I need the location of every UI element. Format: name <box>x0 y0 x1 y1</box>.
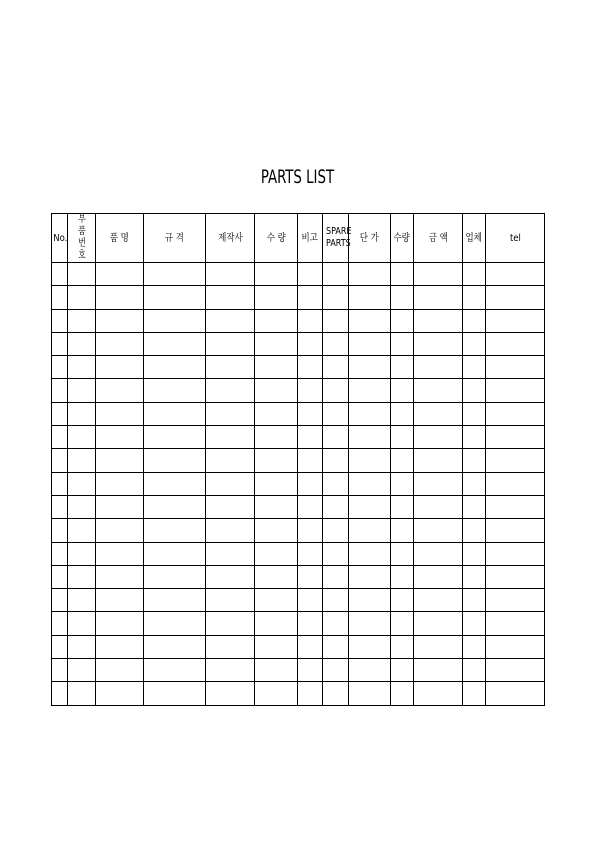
table-cell <box>206 635 255 658</box>
table-cell <box>206 589 255 612</box>
table-cell <box>144 379 206 402</box>
parts-table-body <box>52 263 545 706</box>
header-no: No. <box>52 214 68 263</box>
table-cell <box>255 519 298 542</box>
table-cell <box>144 519 206 542</box>
table-cell <box>486 309 545 332</box>
table-cell <box>96 426 144 449</box>
table-cell <box>68 589 96 612</box>
table-cell <box>349 635 391 658</box>
table-cell <box>52 542 68 565</box>
table-cell <box>323 472 349 495</box>
table-cell <box>144 589 206 612</box>
table-cell <box>96 659 144 682</box>
table-cell <box>96 589 144 612</box>
table-cell <box>255 263 298 286</box>
table-cell <box>144 426 206 449</box>
table-cell <box>486 286 545 309</box>
table-cell <box>391 332 414 355</box>
table-cell <box>463 379 486 402</box>
table-cell <box>68 402 96 425</box>
table-cell <box>463 426 486 449</box>
table-row <box>52 332 545 355</box>
table-cell <box>463 449 486 472</box>
table-cell <box>96 379 144 402</box>
table-cell <box>96 332 144 355</box>
table-cell <box>96 402 144 425</box>
table-cell <box>68 449 96 472</box>
table-cell <box>414 263 463 286</box>
table-cell <box>144 402 206 425</box>
table-cell <box>463 332 486 355</box>
table-cell <box>96 472 144 495</box>
table-cell <box>206 402 255 425</box>
table-cell <box>323 379 349 402</box>
table-cell <box>323 356 349 379</box>
table-cell <box>206 542 255 565</box>
table-cell <box>391 263 414 286</box>
table-cell <box>486 589 545 612</box>
table-cell <box>414 402 463 425</box>
table-cell <box>486 449 545 472</box>
table-cell <box>323 635 349 658</box>
table-cell <box>96 635 144 658</box>
table-cell <box>144 309 206 332</box>
table-cell <box>68 495 96 518</box>
table-row <box>52 495 545 518</box>
table-cell <box>486 495 545 518</box>
table-cell <box>255 402 298 425</box>
table-cell <box>96 519 144 542</box>
table-cell <box>349 309 391 332</box>
table-cell <box>391 519 414 542</box>
table-cell <box>323 309 349 332</box>
table-cell <box>255 356 298 379</box>
table-cell <box>68 263 96 286</box>
table-row <box>52 379 545 402</box>
table-cell <box>391 402 414 425</box>
table-cell <box>298 332 323 355</box>
table-cell <box>144 682 206 705</box>
table-cell <box>68 379 96 402</box>
table-cell <box>298 542 323 565</box>
table-cell <box>68 565 96 588</box>
table-cell <box>52 612 68 635</box>
table-cell <box>144 635 206 658</box>
table-cell <box>486 682 545 705</box>
table-cell <box>206 426 255 449</box>
table-cell <box>96 356 144 379</box>
table-cell <box>486 542 545 565</box>
table-cell <box>463 659 486 682</box>
table-cell <box>298 519 323 542</box>
table-cell <box>463 309 486 332</box>
header-amount: 금 액 <box>414 214 463 263</box>
table-cell <box>349 426 391 449</box>
table-cell <box>349 659 391 682</box>
table-cell <box>298 472 323 495</box>
table-cell <box>486 263 545 286</box>
table-cell <box>391 589 414 612</box>
table-cell <box>349 682 391 705</box>
table-cell <box>52 286 68 309</box>
table-cell <box>463 356 486 379</box>
table-cell <box>144 263 206 286</box>
table-cell <box>323 286 349 309</box>
table-cell <box>349 263 391 286</box>
table-cell <box>68 659 96 682</box>
table-cell <box>463 472 486 495</box>
table-cell <box>414 286 463 309</box>
page-title: PARTS LIST <box>260 166 335 188</box>
table-row <box>52 263 545 286</box>
table-cell <box>298 449 323 472</box>
table-cell <box>68 519 96 542</box>
table-cell <box>414 309 463 332</box>
table-row <box>52 356 545 379</box>
table-cell <box>298 286 323 309</box>
table-cell <box>144 356 206 379</box>
header-quantity-2: 수량 <box>391 214 414 263</box>
table-row <box>52 472 545 495</box>
table-cell <box>349 356 391 379</box>
table-cell <box>298 379 323 402</box>
table-cell <box>52 682 68 705</box>
table-cell <box>463 519 486 542</box>
table-cell <box>68 612 96 635</box>
table-cell <box>52 495 68 518</box>
table-cell <box>96 495 144 518</box>
table-cell <box>68 309 96 332</box>
table-cell <box>298 495 323 518</box>
table-cell <box>206 659 255 682</box>
table-cell <box>206 263 255 286</box>
table-cell <box>298 263 323 286</box>
table-cell <box>96 682 144 705</box>
table-cell <box>206 472 255 495</box>
table-cell <box>463 286 486 309</box>
table-cell <box>255 612 298 635</box>
table-cell <box>486 472 545 495</box>
table-cell <box>323 332 349 355</box>
table-row <box>52 659 545 682</box>
header-tel: tel <box>486 214 545 263</box>
table-cell <box>391 635 414 658</box>
table-cell <box>391 472 414 495</box>
table-cell <box>144 542 206 565</box>
table-cell <box>255 426 298 449</box>
parts-list-table <box>51 213 545 706</box>
table-cell <box>298 402 323 425</box>
table-cell <box>68 286 96 309</box>
table-cell <box>349 286 391 309</box>
table-cell <box>255 495 298 518</box>
table-cell <box>298 565 323 588</box>
table-cell <box>391 565 414 588</box>
table-cell <box>144 565 206 588</box>
header-quantity: 수 량 <box>255 214 298 263</box>
table-row <box>52 635 545 658</box>
table-row <box>52 449 545 472</box>
table-cell <box>68 356 96 379</box>
table-cell <box>255 449 298 472</box>
table-cell <box>96 542 144 565</box>
table-cell <box>206 449 255 472</box>
table-cell <box>391 449 414 472</box>
table-cell <box>414 659 463 682</box>
table-cell <box>391 426 414 449</box>
table-row <box>52 286 545 309</box>
table-cell <box>414 542 463 565</box>
table-cell <box>349 565 391 588</box>
table-cell <box>463 682 486 705</box>
table-cell <box>255 635 298 658</box>
table-cell <box>486 379 545 402</box>
table-cell <box>96 263 144 286</box>
table-cell <box>349 495 391 518</box>
table-cell <box>52 472 68 495</box>
table-cell <box>486 659 545 682</box>
table-cell <box>144 286 206 309</box>
table-cell <box>52 263 68 286</box>
table-cell <box>255 472 298 495</box>
table-row <box>52 426 545 449</box>
table-cell <box>96 449 144 472</box>
table-cell <box>52 379 68 402</box>
table-row <box>52 682 545 705</box>
table-cell <box>52 659 68 682</box>
table-cell <box>323 519 349 542</box>
table-cell <box>323 426 349 449</box>
table-cell <box>463 635 486 658</box>
table-cell <box>463 263 486 286</box>
table-cell <box>52 309 68 332</box>
table-cell <box>414 635 463 658</box>
table-cell <box>255 542 298 565</box>
table-cell <box>52 356 68 379</box>
table-cell <box>68 472 96 495</box>
table-cell <box>463 402 486 425</box>
table-cell <box>255 565 298 588</box>
table-cell <box>206 356 255 379</box>
table-cell <box>68 635 96 658</box>
header-manufacturer: 제작사 <box>206 214 255 263</box>
table-cell <box>52 565 68 588</box>
table-cell <box>414 612 463 635</box>
table-cell <box>298 659 323 682</box>
table-cell <box>298 309 323 332</box>
table-cell <box>349 379 391 402</box>
table-cell <box>52 635 68 658</box>
table-row <box>52 542 545 565</box>
table-cell <box>298 635 323 658</box>
table-row <box>52 565 545 588</box>
table-cell <box>486 612 545 635</box>
table-cell <box>52 519 68 542</box>
table-cell <box>486 332 545 355</box>
table-cell <box>255 682 298 705</box>
table-cell <box>391 682 414 705</box>
table-cell <box>323 542 349 565</box>
table-cell <box>414 519 463 542</box>
table-cell <box>323 449 349 472</box>
table-cell <box>391 356 414 379</box>
table-cell <box>349 612 391 635</box>
table-cell <box>206 309 255 332</box>
table-cell <box>52 426 68 449</box>
table-cell <box>349 449 391 472</box>
table-cell <box>144 659 206 682</box>
header-specification: 규 격 <box>144 214 206 263</box>
table-row <box>52 589 545 612</box>
table-cell <box>206 332 255 355</box>
table-cell <box>414 332 463 355</box>
table-row <box>52 402 545 425</box>
table-cell <box>323 612 349 635</box>
table-cell <box>96 612 144 635</box>
header-unit-price: 단 가 <box>349 214 391 263</box>
table-cell <box>68 332 96 355</box>
table-cell <box>414 472 463 495</box>
table-cell <box>391 612 414 635</box>
table-cell <box>52 589 68 612</box>
table-cell <box>52 332 68 355</box>
table-cell <box>298 612 323 635</box>
table-row <box>52 309 545 332</box>
header-remarks: 비고 <box>298 214 323 263</box>
table-cell <box>206 612 255 635</box>
table-cell <box>52 402 68 425</box>
table-cell <box>68 426 96 449</box>
table-cell <box>255 332 298 355</box>
table-cell <box>463 589 486 612</box>
table-cell <box>486 635 545 658</box>
table-cell <box>463 542 486 565</box>
table-cell <box>486 519 545 542</box>
table-cell <box>349 472 391 495</box>
table-cell <box>144 449 206 472</box>
table-cell <box>486 565 545 588</box>
table-cell <box>323 495 349 518</box>
table-cell <box>414 449 463 472</box>
table-cell <box>255 589 298 612</box>
table-cell <box>486 356 545 379</box>
table-cell <box>52 449 68 472</box>
table-cell <box>391 379 414 402</box>
table-cell <box>349 519 391 542</box>
table-cell <box>255 379 298 402</box>
table-cell <box>391 659 414 682</box>
table-cell <box>486 402 545 425</box>
table-cell <box>206 519 255 542</box>
table-cell <box>206 379 255 402</box>
table-cell <box>414 565 463 588</box>
table-cell <box>463 565 486 588</box>
table-cell <box>323 263 349 286</box>
table-cell <box>206 495 255 518</box>
table-cell <box>391 309 414 332</box>
table-cell <box>486 426 545 449</box>
table-cell <box>255 309 298 332</box>
table-cell <box>414 426 463 449</box>
table-cell <box>349 542 391 565</box>
table-cell <box>414 589 463 612</box>
table-cell <box>463 495 486 518</box>
table-cell <box>68 682 96 705</box>
table-cell <box>255 659 298 682</box>
table-cell <box>391 286 414 309</box>
header-vendor: 업체 <box>463 214 486 263</box>
table-cell <box>391 495 414 518</box>
table-cell <box>206 286 255 309</box>
table-cell <box>206 565 255 588</box>
table-cell <box>144 495 206 518</box>
table-cell <box>349 332 391 355</box>
table-cell <box>144 612 206 635</box>
table-cell <box>414 379 463 402</box>
header-item-name: 품 명 <box>96 214 144 263</box>
table-cell <box>298 426 323 449</box>
table-cell <box>323 589 349 612</box>
table-cell <box>323 682 349 705</box>
table-cell <box>255 286 298 309</box>
table-cell <box>96 286 144 309</box>
header-spare-parts: SPARE PARTS <box>323 214 349 263</box>
header-row <box>52 214 545 263</box>
table-cell <box>463 612 486 635</box>
table-cell <box>323 659 349 682</box>
table-cell <box>144 472 206 495</box>
table-cell <box>349 589 391 612</box>
table-cell <box>323 565 349 588</box>
table-cell <box>68 542 96 565</box>
table-cell <box>414 682 463 705</box>
table-cell <box>206 682 255 705</box>
table-cell <box>298 589 323 612</box>
table-cell <box>414 356 463 379</box>
table-cell <box>323 402 349 425</box>
table-row <box>52 519 545 542</box>
table-cell <box>349 402 391 425</box>
table-cell <box>298 356 323 379</box>
table-cell <box>414 495 463 518</box>
table-row <box>52 612 545 635</box>
header-part-number: 부품 번호 <box>68 214 96 263</box>
table-cell <box>391 542 414 565</box>
table-cell <box>96 309 144 332</box>
table-cell <box>144 332 206 355</box>
table-cell <box>298 682 323 705</box>
table-cell <box>96 565 144 588</box>
